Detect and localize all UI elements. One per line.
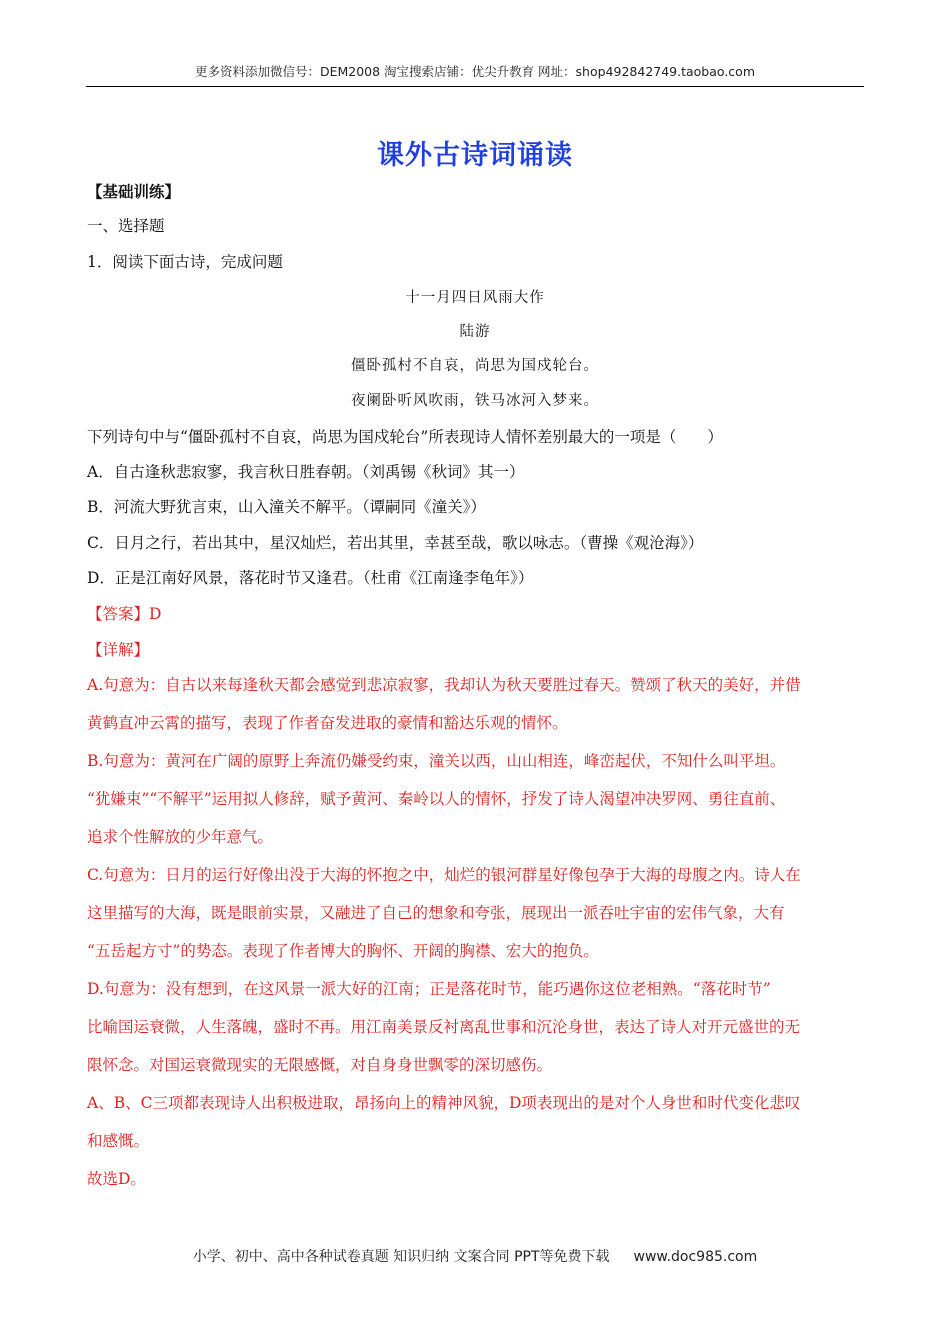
poem-line: 僵卧孤村不自哀，尚思为国戍轮台。 bbox=[351, 358, 599, 374]
question-intro: 1．阅读下面古诗，完成问题 bbox=[87, 253, 283, 271]
option-b: B．河流大野犹言束，山入潼关不解平。（谭嗣同《潼关》） bbox=[87, 498, 486, 516]
footer bbox=[0, 1246, 950, 1266]
explanation-line: A.句意为：自古以来每逢秋天都会感觉到悲凉寂寥，我却认为秋天要胜过春天。赞颂了秋天的美好，并借 bbox=[87, 676, 801, 694]
explanation-line: 追求个性解放的少年意气。 bbox=[87, 828, 274, 846]
part-heading: 一、选择题 bbox=[87, 217, 165, 235]
poem-title: 十一月四日风雨大作 bbox=[405, 290, 545, 306]
option-d: D．正是江南好风景，落花时节又逢君。（杜甫《江南逢李龟年》） bbox=[87, 569, 534, 587]
answer-value: D bbox=[149, 605, 162, 623]
explanation-line: B.句意为：黄河在广阔的原野上奔流仍嫌受约束，潼关以西，山山相连，峰峦起伏，不知什么叫平坦。 bbox=[87, 752, 786, 770]
explanation-line: 和感慨。 bbox=[87, 1132, 150, 1150]
poem-line: 夜阑卧听风吹雨，铁马冰河入梦来。 bbox=[351, 393, 599, 409]
header-divider bbox=[86, 86, 864, 87]
explanation-line: A、B、C三项都表现诗人出积极进取，昂扬向上的精神风貌，D项表现出的是对个人身世和时代变化悲叹 bbox=[87, 1094, 801, 1112]
option-c: C．日月之行，若出其中，星汉灿烂，若出其里，幸甚至哉，歌以咏志。（曹操《观沧海》） bbox=[87, 534, 704, 552]
explanation-line: C.句意为：日月的运行好像出没于大海的怀抱之中，灿烂的银河群星好像包孕于大海的母腹之内。诗人在 bbox=[87, 866, 801, 884]
question-prompt: 下列诗句中与“僵卧孤村不自哀，尚思为国戍轮台”所表现诗人情怀差别最大的一项是（ ） bbox=[87, 428, 723, 446]
detail-label: 【详解】 bbox=[87, 641, 150, 659]
page-title: 课外古诗词诵读 bbox=[377, 140, 573, 171]
explanation-line: 比喻国运衰微，人生落魄，盛时不再。用江南美景反衬离乱世事和沉沦身世，表达了诗人对开元盛世的无 bbox=[87, 1018, 801, 1036]
footer-url[interactable]: www.doc985.com bbox=[633, 1249, 758, 1265]
explanation-line: 故选D。 bbox=[87, 1170, 146, 1188]
poem-author: 陆游 bbox=[459, 324, 491, 340]
explanation-line: 限怀念。对国运衰微现实的无限感慨，对自身身世飘零的深切感伤。 bbox=[87, 1056, 553, 1074]
header-banner: 更多资料添加微信号：DEM2008 淘宝搜索店铺：优尖升教育 网址：shop492842749.taobao.com bbox=[194, 64, 756, 79]
explanation-line: “犹嫌束”“不解平”运用拟人修辞，赋予黄河、秦岭以人的情怀，抒发了诗人渴望冲决罗网、勇往直前、 bbox=[87, 790, 786, 808]
explanation-line: D.句意为：没有想到，在这风景一派大好的江南；正是落花时节，能巧遇你这位老相熟。“落花时节” bbox=[87, 980, 771, 998]
explanation-line: “五岳起方寸”的势态。表现了作者博大的胸怀、开阔的胸襟、宏大的抱负。 bbox=[87, 942, 599, 960]
answer-label: 【答案】 bbox=[87, 605, 150, 623]
section-label: 【基础训练】 bbox=[87, 182, 181, 201]
option-a: A．自古逢秋悲寂寥，我言秋日胜春朝。（刘禹锡《秋词》其一） bbox=[87, 463, 525, 481]
explanation-line: 黄鹤直冲云霄的描写，表现了作者奋发进取的豪情和豁达乐观的情怀。 bbox=[87, 714, 568, 732]
answer bbox=[87, 602, 161, 624]
explanation-line: 这里描写的大海，既是眼前实景，又融进了自己的想象和夸张，展现出一派吞吐宇宙的宏伟气象，大有 bbox=[87, 904, 785, 922]
footer-text: 小学、初中、高中各种试卷真题 知识归纳 文案合同 PPT等免费下载 bbox=[192, 1249, 610, 1265]
